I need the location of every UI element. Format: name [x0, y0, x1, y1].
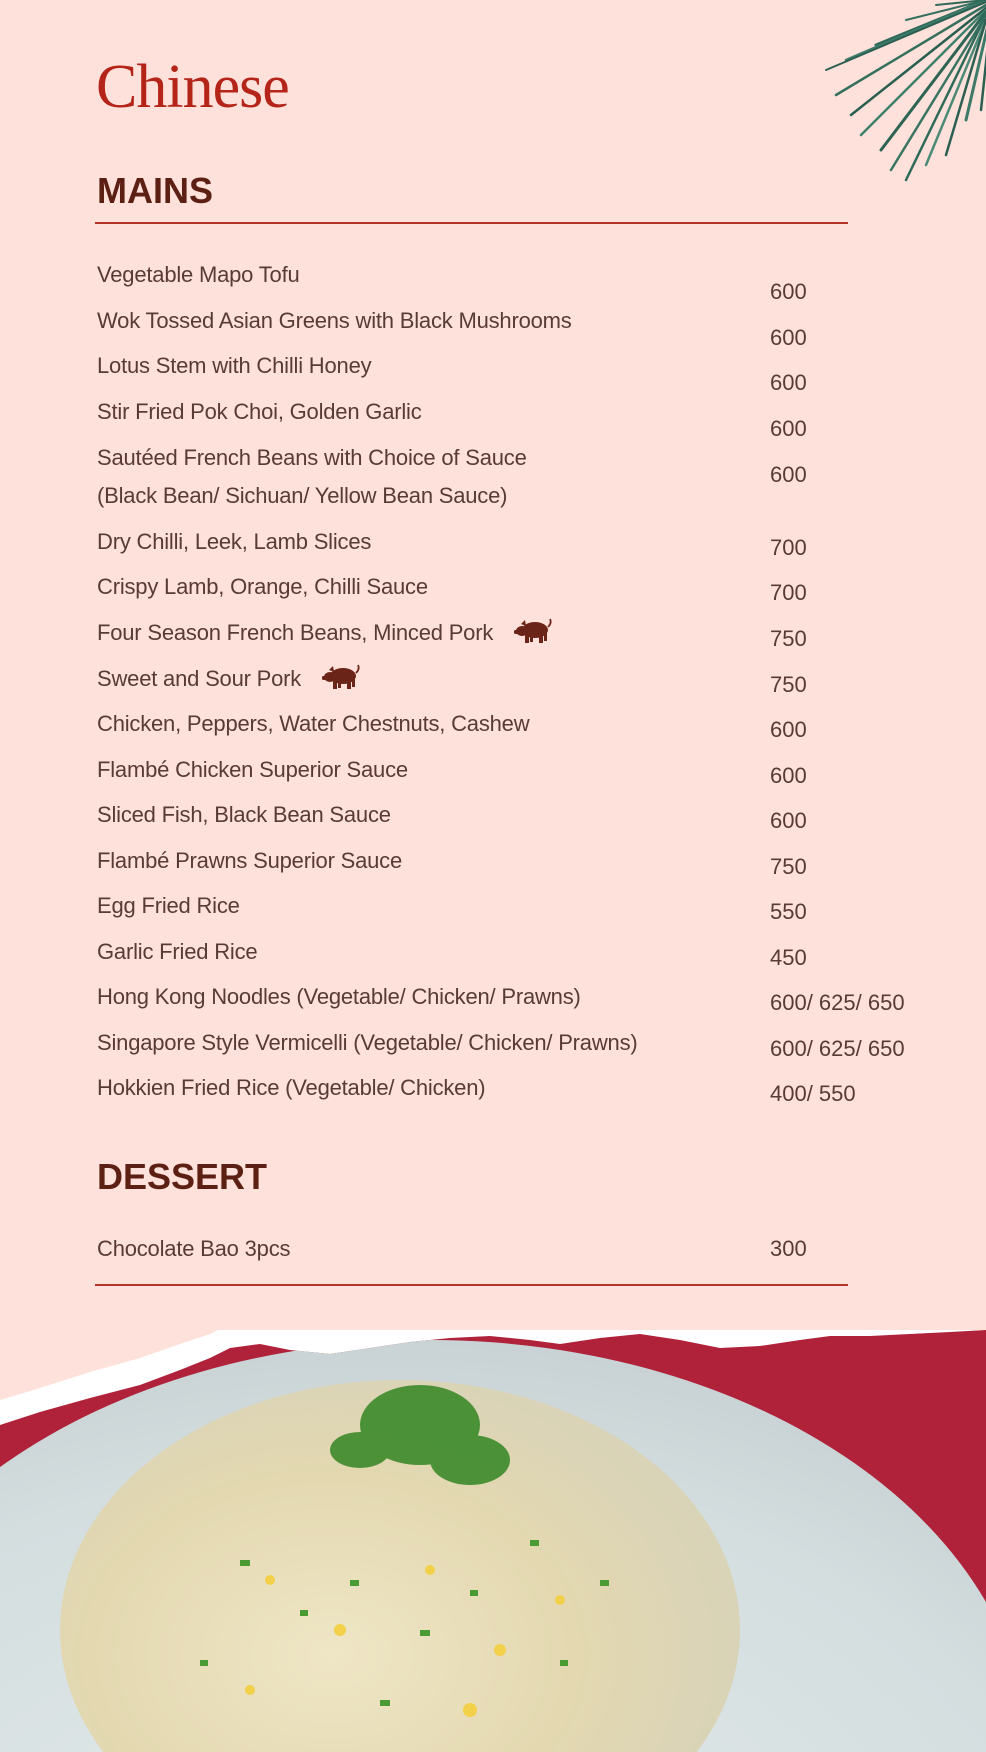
item-price: 700 [770, 580, 807, 605]
item-price: 750 [770, 672, 807, 697]
menu-item [97, 848, 947, 888]
item-name: Singapore Style Vermicelli (Vegetable/ Chicken/ Prawns) [97, 1030, 638, 1055]
item-name: Lotus Stem with Chilli Honey [97, 353, 372, 378]
item-price: 600 [770, 416, 807, 441]
menu-item [97, 757, 947, 797]
item-price: 600/ 625/ 650 [770, 990, 905, 1015]
menu-item [97, 1075, 947, 1115]
item-name: Vegetable Mapo Tofu [97, 262, 300, 287]
item-name: Flambé Prawns Superior Sauce [97, 848, 402, 873]
pig-icon [321, 663, 361, 691]
menu-item [97, 529, 947, 569]
section-heading-dessert: DESSERT [97, 1156, 268, 1197]
item-price: 700 [770, 535, 807, 560]
item-name: Egg Fried Rice [97, 893, 240, 918]
item-price: 600 [770, 325, 807, 350]
menu-item [97, 620, 947, 660]
menu-item [97, 262, 947, 302]
item-name: Flambé Chicken Superior Sauce [97, 757, 408, 782]
menu-item [97, 399, 947, 439]
item-name: Four Season French Beans, Minced Pork [97, 620, 494, 645]
item-price: 600 [770, 763, 807, 788]
item-name: Dry Chilli, Leek, Lamb Slices [97, 529, 372, 554]
menu-item [97, 802, 947, 842]
item-name: Hokkien Fried Rice (Vegetable/ Chicken) [97, 1075, 486, 1100]
menu-item [97, 445, 947, 525]
item-name: Sweet and Sour Pork [97, 666, 302, 691]
section-divider [95, 1284, 848, 1286]
item-price: 600 [770, 808, 807, 833]
menu-item [97, 711, 947, 751]
item-name: Chicken, Peppers, Water Chestnuts, Cashew [97, 711, 530, 736]
menu-item [97, 666, 947, 706]
pig-icon [513, 617, 553, 645]
item-name-line2: (Black Bean/ Sichuan/ Yellow Bean Sauce) [97, 483, 508, 508]
item-name: Wok Tossed Asian Greens with Black Mushrooms [97, 308, 572, 333]
item-name: Hong Kong Noodles (Vegetable/ Chicken/ Prawns) [97, 984, 581, 1009]
item-name: Chocolate Bao 3pcs [97, 1236, 291, 1261]
item-price: 600/ 625/ 650 [770, 1036, 905, 1061]
menu-item [97, 893, 947, 933]
item-name: Garlic Fried Rice [97, 939, 258, 964]
item-price: 600 [770, 370, 807, 395]
item-price: 550 [770, 899, 807, 924]
item-price: 300 [770, 1236, 807, 1261]
item-name: Stir Fried Pok Choi, Golden Garlic [97, 399, 422, 424]
item-price: 750 [770, 626, 807, 651]
section-heading-mains: MAINS [97, 170, 213, 211]
item-price: 750 [770, 854, 807, 879]
item-price: 450 [770, 945, 807, 970]
fried-rice-photo [0, 1330, 986, 1752]
item-price: 400/ 550 [770, 1081, 856, 1106]
item-name-wrap [97, 666, 361, 694]
item-name: Crispy Lamb, Orange, Chilli Sauce [97, 574, 428, 599]
item-price: 600 [770, 279, 807, 304]
menu-item [97, 1236, 947, 1276]
menu-item [97, 574, 947, 614]
menu-item [97, 353, 947, 393]
palm-leaf-image [806, 0, 986, 185]
menu-item [97, 1030, 947, 1070]
menu-item [97, 939, 947, 979]
section-divider [95, 222, 848, 224]
menu-item [97, 984, 947, 1024]
item-name: Sliced Fish, Black Bean Sauce [97, 802, 391, 827]
item-price: 600 [770, 717, 807, 742]
item-price: 600 [770, 462, 807, 487]
item-name-wrap [97, 620, 553, 648]
menu-title: Chinese [96, 53, 289, 121]
menu-item [97, 308, 947, 348]
item-name: Sautéed French Beans with Choice of Sauce [97, 445, 527, 470]
